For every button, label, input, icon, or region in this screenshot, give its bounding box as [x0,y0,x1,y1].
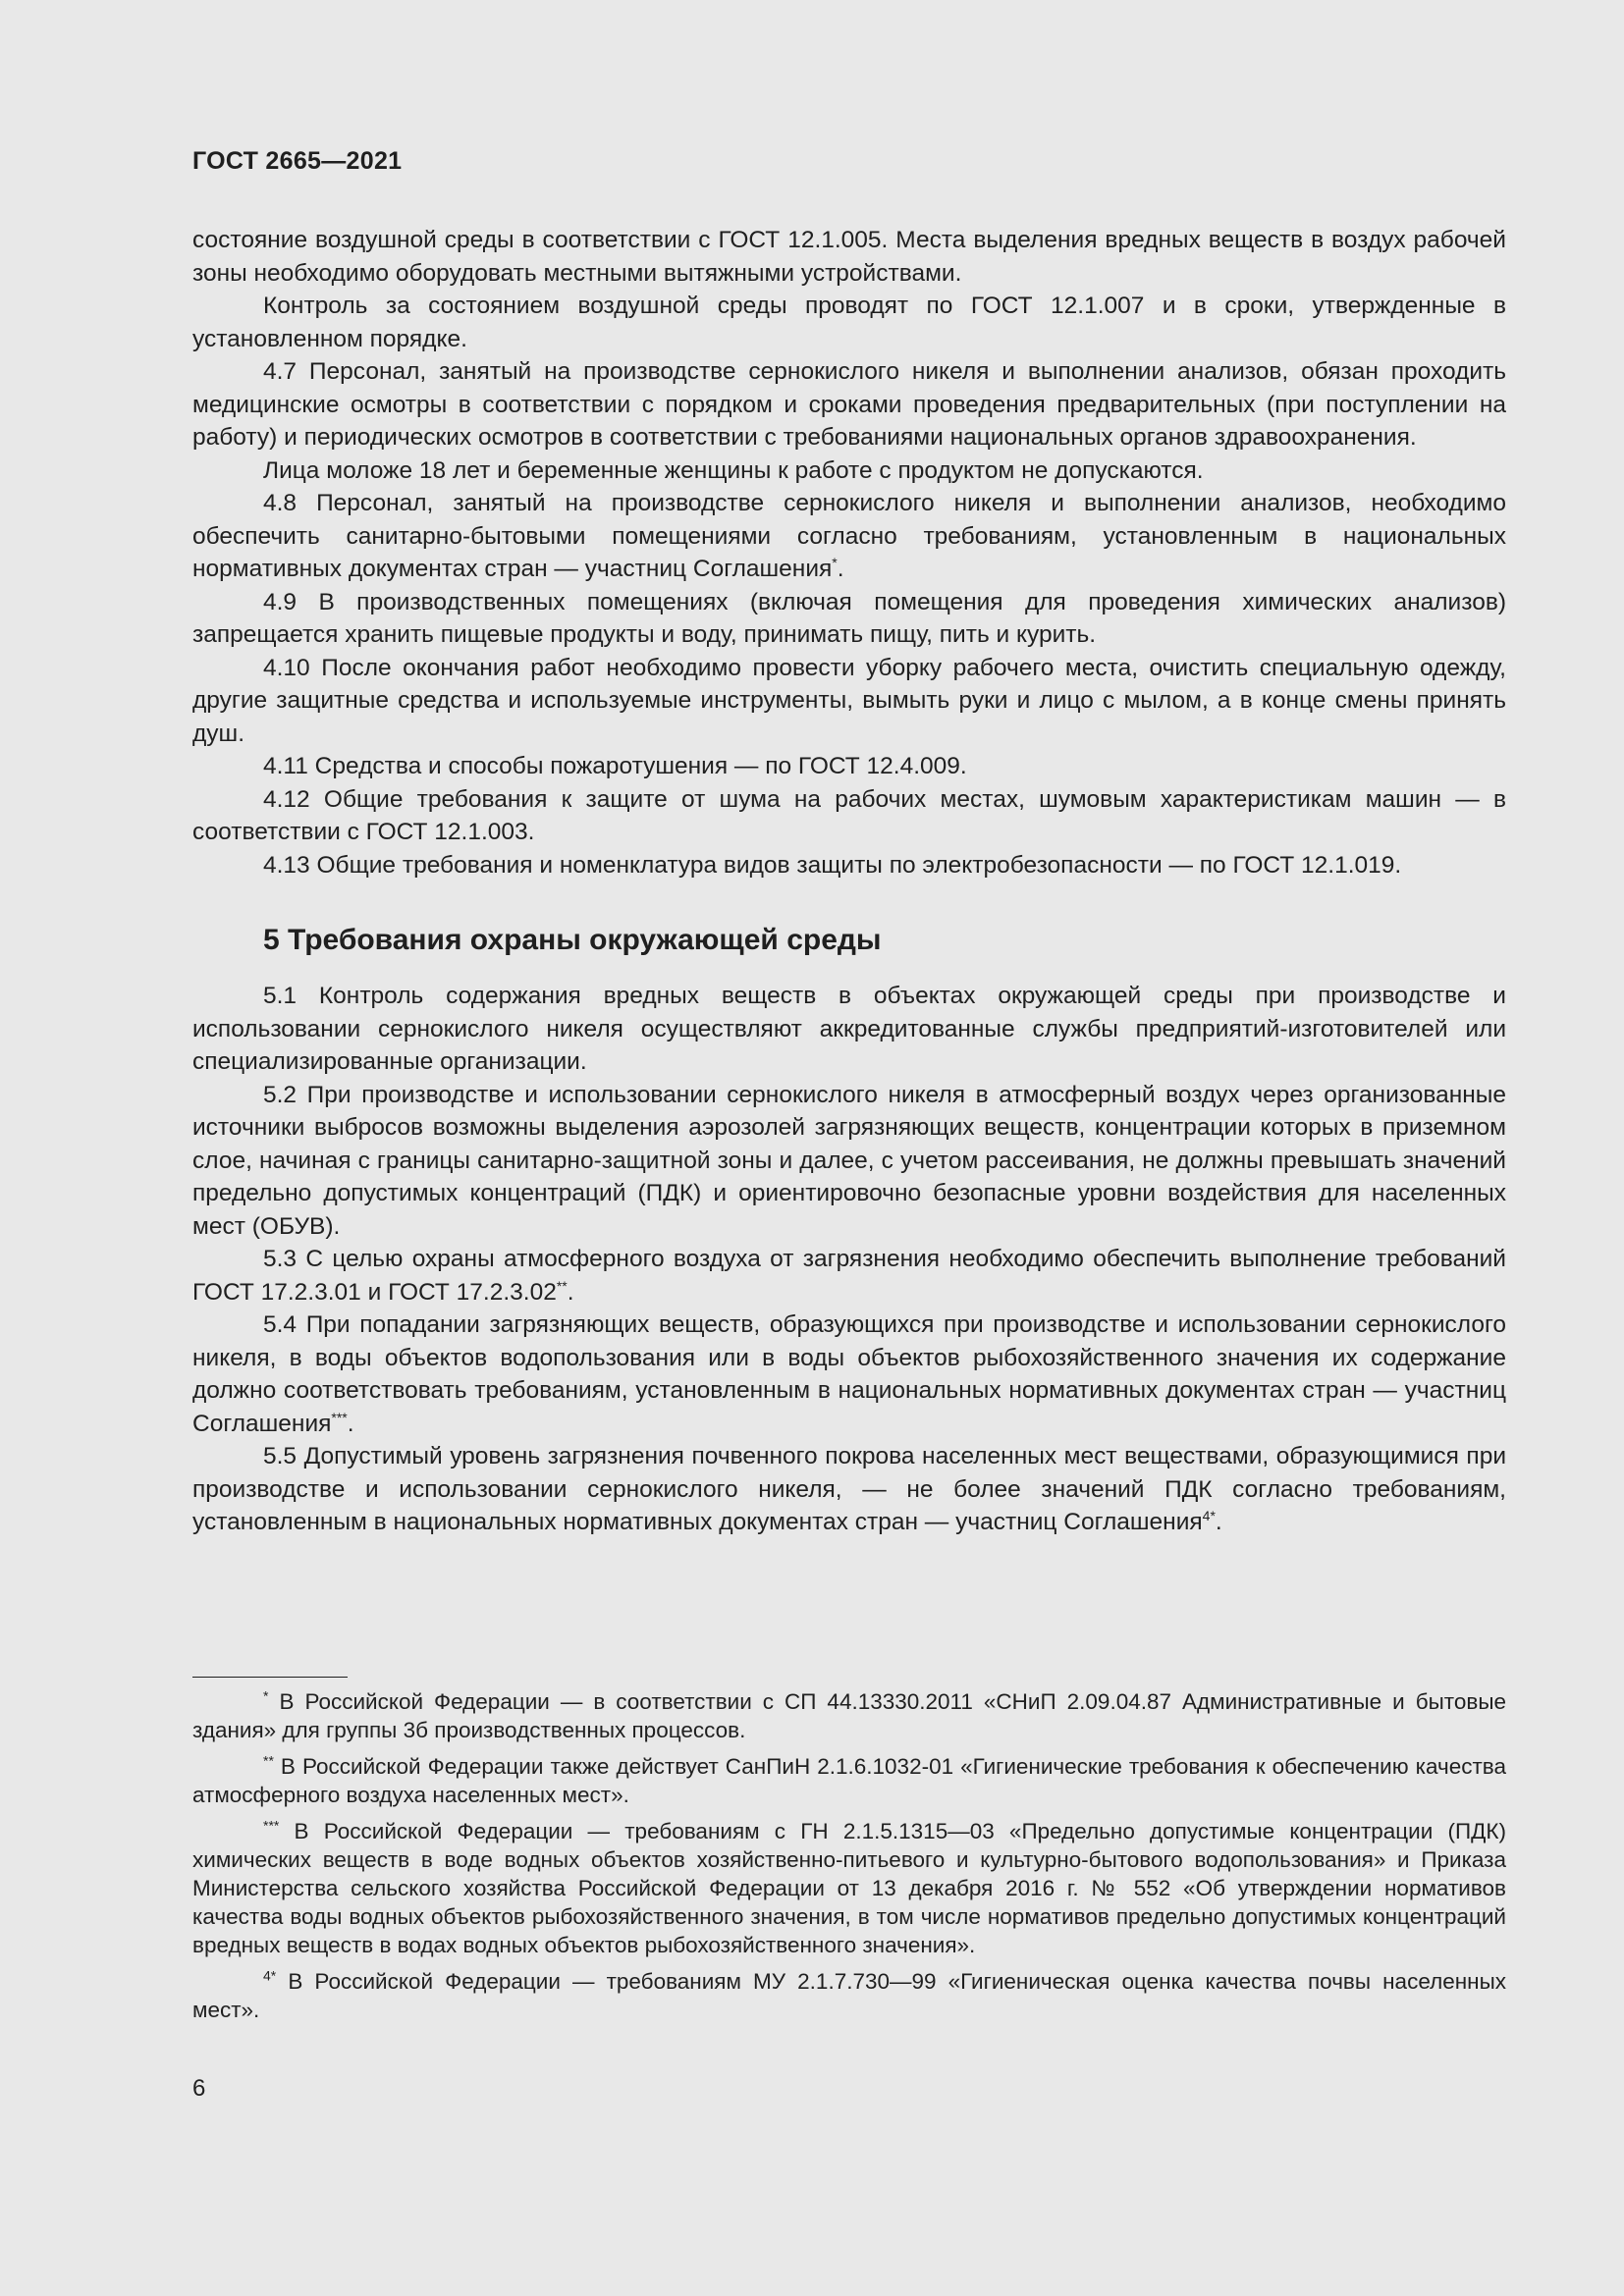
footnotes [192,1677,1506,2032]
paragraph-5-1: 5.1 Контроль содержания вредных веществ в объектах окружающей среды при производстве и использовании сернокислого никеля осуществляют аккредитованные службы предприятий-изготовителей или специализированные организации. [192,983,1506,1075]
paragraph-4-9: 4.9 В производственных помещениях (включая помещения для проведения химических анализов) запрещается хранить пищевые продукты и воду, принимать пищу, пить и курить. [192,588,1506,648]
page-number: 6 [192,2075,206,2102]
paragraph-end: . [567,1278,574,1306]
footnote-mark: *** [263,1817,280,1834]
footnote-ref[interactable]: * [832,554,838,570]
footnote-ref[interactable]: 4* [1202,1507,1216,1523]
footnote-divider [192,1677,348,1678]
paragraph-4-13: 4.13 Общие требования и номенклатура видов защиты по электробезопасности — по ГОСТ 12.1.019. [263,851,1402,879]
footnote [192,1817,1506,1959]
paragraph-text: 5.3 С целью охраны атмосферного воздуха от загрязнения необходимо обеспечить выполнение требований ГОСТ 17.2.3.01 и ГОСТ 17.2.3.02 [192,1246,1506,1306]
paragraph-4-11: 4.11 Средства и способы пожаротушения — по ГОСТ 12.4.009. [263,753,967,779]
footnote-ref[interactable]: *** [331,1409,348,1425]
paragraph-5-4 [192,1308,1506,1440]
paragraph-end: . [1215,1509,1222,1535]
standard-header: ГОСТ 2665—2021 [192,147,403,175]
footnote [192,1687,1506,1744]
section-heading: 5 Требования охраны окружающей среды [263,924,882,956]
footnote-text: В Российской Федерации — требованиям с ГН 2.1.5.1315—03 «Предельно допустимые концентрации (ПДК) химических веществ в воде водных объектов хозяйственно-питьевого и культурно-бытового водопользования» и Приказа Министерства сельского хозяйства Российской Федерации от 13 декабря 2016 г. № 552 «Об утверждении нормативов качества воды водных объектов рыбохозяйственного значения, в том числе нормативов предельно допустимых концентраций вредных веществ в водах водных объектов рыбохозяйственного значения». [192,1819,1506,1957]
paragraph-5-3 [192,1243,1506,1308]
paragraph-text: 5.4 При попадании загрязняющих веществ, образующихся при производстве и использовании сернокислого никеля, в воды объектов водопользования или в воды объектов рыбохозяйственного значения их содержание должно соответствовать требованиям, установленным в национальных нормативных документах стран — участниц Соглашения [192,1311,1506,1437]
paragraph-end: . [837,556,844,582]
footnote-text: В Российской Федерации — в соответствии с СП 44.13330.2011 «СНиП 2.09.04.87 Административные и бытовые здания» для группы 3б производственных процессов. [192,1689,1506,1742]
paragraph-4-7: 4.7 Персонал, занятый на производстве сернокислого никеля и выполнении анализов, обязан проходить медицинские осмотры в соответствии с порядком и сроками проведения предварительных (при поступлении на работу) и периодических осмотров в соответствии с требованиями национальных органов здравоохранения. [192,358,1506,451]
paragraph-5-2: 5.2 При производстве и использовании сернокислого никеля в атмосферный воздух через организованные источники выбросов возможны выделения аэрозолей загрязняющих веществ, концентрации которых в приземном слое, начиная с границы санитарно-защитной зоны и далее, с учетом рассеивания, не должны превышать значений предельно допустимых концентраций (ПДК) и ориентировочно безопасные уровни воздействия для населенных мест (ОБУВ). [192,1081,1506,1240]
paragraph-text: 4.8 Персонал, занятый на производстве сернокислого никеля и выполнении анализов, необходимо обеспечить санитарно-бытовыми помещениями согласно требованиям, установленным в национальных нормативных документах стран — участниц Соглашения [192,490,1506,582]
paragraph: состояние воздушной среды в соответствии с ГОСТ 12.1.005. Места выделения вредных веществ в воздух рабочей зоны необходимо оборудовать местными вытяжными устройствами. [192,227,1506,287]
footnote [192,1967,1506,2024]
paragraph: Лица моложе 18 лет и беременные женщины к работе с продуктом не допускаются. [263,456,1204,484]
footnote-mark: 4* [263,1967,277,1984]
paragraph-4-8 [192,487,1506,586]
footnote-ref[interactable]: ** [556,1277,568,1294]
paragraph-end: . [347,1410,354,1437]
paragraph-text: 5.5 Допустимый уровень загрязнения почвенного покрова населенных мест веществами, образующимися при производстве и использовании сернокислого никеля, — не более значений ПДК согласно требованиям, установленным в национальных нормативных документах стран — участниц Соглашения [192,1443,1506,1535]
footnote-mark: * [263,1687,269,1704]
footnote [192,1752,1506,1809]
paragraph-4-10: 4.10 После окончания работ необходимо провести уборку рабочего места, очистить специальную одежду, другие защитные средства и используемые инструменты, вымыть руки и лицо с мылом, а в конце смены принять душ. [192,654,1506,747]
paragraph: Контроль за состоянием воздушной среды проводят по ГОСТ 12.1.007 и в сроки, утвержденные в установленном порядке. [192,293,1506,352]
footnote-text: В Российской Федерации также действует СанПиН 2.1.6.1032-01 «Гигиенические требования к обеспечению качества атмосферного воздуха населенных мест». [192,1754,1506,1807]
paragraph-5-5 [192,1440,1506,1539]
footnote-text: В Российской Федерации — требованиям МУ 2.1.7.730—99 «Гигиеническая оценка качества почвы населенных мест». [192,1969,1506,2022]
main-text [192,224,1506,1539]
footnote-mark: ** [263,1752,274,1769]
paragraph-4-12: 4.12 Общие требования к защите от шума на рабочих местах, шумовым характеристикам машин — в соответствии с ГОСТ 12.1.003. [192,785,1506,845]
